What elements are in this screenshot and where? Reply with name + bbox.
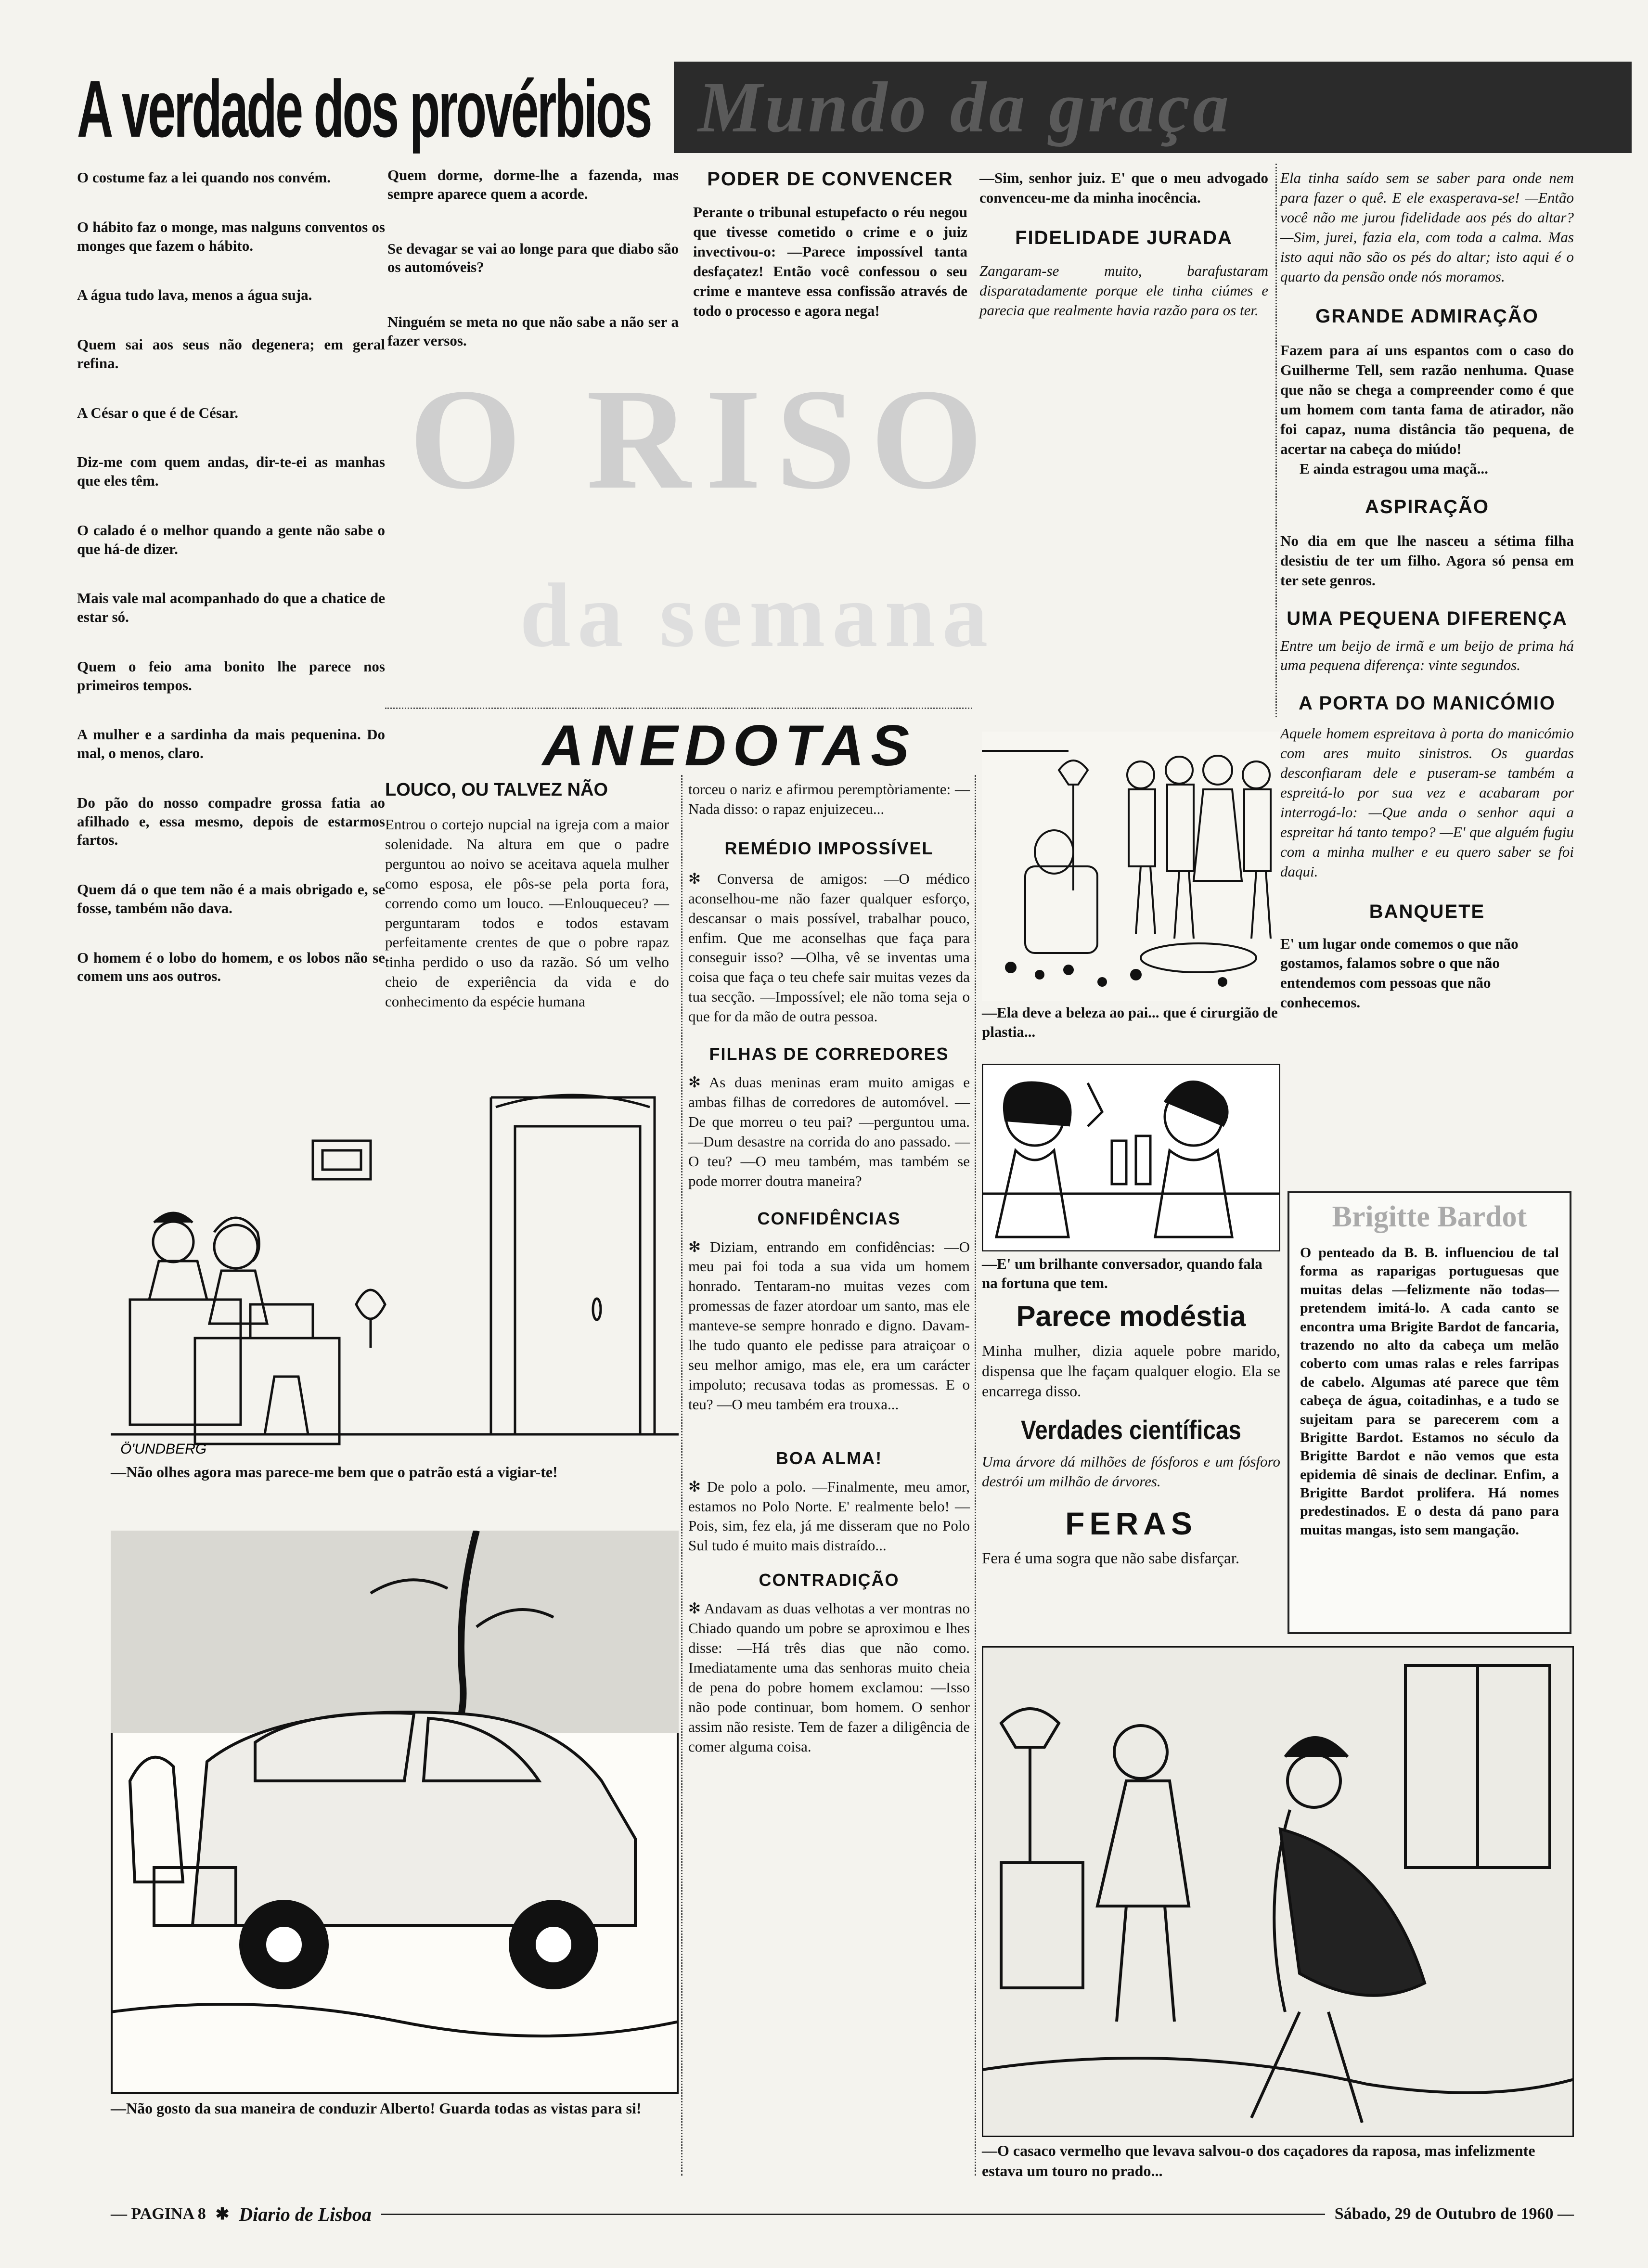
story-poder-cont (979, 168, 1268, 321)
proverb: Quem sai aos seus não degenera; em geral refina. (77, 336, 385, 372)
banner-text: Mundo da graça (698, 67, 1232, 147)
proverb: A César o que é de César. (77, 404, 238, 421)
story-text: Fazem para aí uns espantos com o caso do Guilherme Tell, sem razão nenhuma. Quase que não se chega a compreender como é que um homem com tanta fama de atirador, não foi capaz, numa distância tão pequena, de acertar na cabeça do miúdo! (1280, 342, 1574, 457)
cartoon-car (111, 1531, 679, 2185)
right-column (1280, 168, 1574, 1013)
car-illustration (111, 1531, 679, 2094)
proverb: A água tudo lava, menos a água suja. (77, 286, 312, 304)
proverb: O calado é o melhor quando a gente não sabe o que há-de dizer. (77, 521, 385, 557)
proverb: Mais vale mal acompanhado do que a chatice de estar só. (77, 590, 385, 625)
story-text: ✻ Conversa de amigos: —O médico aconselhou-me não fazer qualquer esforço, descansar o mais possível, trabalhar pouco, enfim. Que me aconselhas que faça para conseguir isso? —Olha, vê se inventas uma coisa que faça o teu chefe sair muitas vezes da tua secção. —Impossível; ele não toma seja o que for da mão de outra pessoa. (688, 870, 970, 1025)
bar-illustration (982, 1064, 1280, 1251)
story-title: LOUCO, OU TALVEZ NÃO (385, 780, 608, 800)
story-text: Entrou o cortejo nupcial na igreja com a maior solenidade. Na altura em que o padre perguntou ao noivo se aceitava aquela mulher como esposa, ele pôs-se pela porta fora, correndo como um louco. —Enlouqueceu? — perguntaram todos e todos estavam perfeitamente crentes de que o pobre rapaz tinha perdido o uso da razão. Só um velho cheio de experiência da vida e do conhecimento da espécie humana (385, 816, 669, 1010)
story-louco (385, 780, 669, 1012)
footer-rule (381, 2214, 1325, 2215)
short-stories (982, 1300, 1280, 1569)
story-text: Zangaram-se muito, barafustaram disparatadamente porque ele tinha ciúmes e parecia que realmente havia razão para os ter. (979, 262, 1268, 319)
page-title: A verdade dos provérbios (77, 64, 651, 154)
proverb: O hábito faz o monge, mas nalguns conventos os monges que fazem o hábito. (77, 218, 385, 254)
bardot-box (1288, 1191, 1571, 1634)
story-text: Aquele homem espreitava à porta do manicómio com ares muito sinistros. Os guardas desconfiaram dele e puseram-se também a espreitá-lo por sua vez e acabaram por interrogá-lo: —Que anda o senhor aqui a espreitar há tanto tempo? —E' que alguém fugiu com a minha mulher e eu quero saber se foi daqui. (1280, 725, 1574, 880)
story-title: Parece modéstia (1016, 1300, 1246, 1332)
cartoon-office (111, 1078, 679, 1502)
party-illustration (982, 732, 1280, 1001)
story-text: ✻ Diziam, entrando em confidências: —O meu pai foi toda a sua vida um homem honrado. Tentaram-no muitas vezes com promessas de fazer atordoar um santo, mas ele manteve-se sempre honrado e digno. Davam-lhe tudo quanto ele pedisse para atraiçoar o seu melhor amigo, mas ele, era um carácter impoluto; recusava todas as promessas. E o teu? —O meu também era trouxa... (688, 1238, 970, 1413)
cartoon-bar (982, 1064, 1280, 1292)
cartoon-caption: —O casaco vermelho que levava salvou-o dos caçadores da raposa, mas infelizmente estava um touro no prado... (982, 2142, 1535, 2179)
proverb: A mulher e a sardinha da mais pequenina. Do mal, o menos, claro. (77, 726, 385, 761)
artist-signature: Ö'UNDBERG (120, 1441, 207, 1457)
story-text: torceu o nariz e afirmou peremptòriamente: —Nada disso: o rapaz enjuizeceu... (688, 781, 970, 817)
story-text: Ela tinha saído sem se saber para onde nem para fazer o quê. E ele exasperava-se! —Então você não me jurou fidelidade aos pés do altar? —Sim, jurei, fazia ela, com toda a calma. Mas isto aqui não são os pés do altar; isto aqui é o quarto da pensão onde nós moramos. (1280, 169, 1574, 285)
story-text: Entre um beijo de irmã e um beijo de prima há uma pequena diferença: vinte segundos. (1280, 637, 1574, 674)
story-title: PODER DE CONVENCER (707, 168, 953, 190)
story-text: Fera é uma sogra que não sabe disfarçar. (982, 1549, 1240, 1567)
middle-column (688, 780, 970, 1757)
anedotas-title: ANEDOTAS (542, 713, 916, 778)
story-text: E' um lugar onde comemos o que não gostamos, falamos sobre o que não entendemos com pessoas que não conhecemos. (1280, 935, 1519, 1011)
proverbs-column-2 (387, 166, 679, 350)
story-title: FERAS (1065, 1505, 1197, 1541)
page-number: — PAGINA 8 (111, 2205, 206, 2223)
story-title: CONTRADIÇÃO (759, 1570, 900, 1590)
story-text: ✻ As duas meninas eram muito amigas e ambas filhas de corredores de automóvel. —De que morreu o teu pai? —perguntou uma. —Dum desastre na corrida do ano passado. —O teu? —O meu também, mas também se pode morrer doutra maneira? (688, 1074, 970, 1189)
proverb: Quem dá o que tem não é a mais obrigado e, se fosse, também não dava. (77, 881, 385, 916)
footer-date: Sábado, 29 de Outubro de 1960 — (1334, 2205, 1574, 2223)
proverb: Quem dorme, dorme-lhe a fazenda, mas sempre aparece quem a acorde. (387, 167, 679, 202)
column-rule (681, 775, 682, 2176)
proverb: Diz-me com quem andas, dir-te-ei as manhas que eles têm. (77, 453, 385, 489)
story-poder (693, 168, 967, 321)
story-title: UMA PEQUENA DIFERENÇA (1287, 607, 1568, 629)
story-text: No dia em que lhe nasceu a sétima filha desistiu de ter um filho. Agora só pensa em ter sete genros. (1280, 532, 1574, 589)
cartoon-caption: —E' um brilhante conversador, quando fala na fortuna que tem. (982, 1255, 1262, 1292)
proverb: O homem é o lobo do homem, e os lobos não se comem uns aos outros. (77, 949, 385, 985)
story-title: A PORTA DO MANICÓMIO (1298, 693, 1556, 714)
proverb: Ninguém se meta no que não sabe a não ser a fazer versos. (387, 313, 679, 349)
proverb: Quem o feio ama bonito lhe parece nos primeiros tempos. (77, 657, 385, 694)
column-rule (1275, 164, 1277, 717)
story-text: Minha mulher, dizia aquele pobre marido, dispensa que lhe façam qualquer elogio. Ela se encarrega disso. (982, 1342, 1280, 1400)
proverb: Se devagar se vai ao longe para que diabo são os automóveis? (387, 240, 679, 276)
story-title: CONFIDÊNCIAS (757, 1208, 901, 1228)
star-icon: ✱ (215, 2205, 230, 2223)
story-text: E ainda estragou uma maçã... (1300, 460, 1488, 477)
cartoon-party (982, 732, 1280, 1041)
story-text: —Sim, senhor juiz. E' que o meu advogado convenceu-me da minha inocência. (979, 169, 1268, 206)
cartoon-coat (982, 1646, 1574, 2185)
story-title: BANQUETE (1369, 901, 1485, 922)
column-rule (975, 775, 976, 2176)
story-title: FIDELIDADE JURADA (1015, 227, 1233, 248)
story-title: Verdades científicas (1021, 1414, 1241, 1445)
proverbs-column (77, 168, 385, 986)
box-title: Brigitte Bardot (1332, 1200, 1527, 1233)
story-text: Perante o tribunal estupefacto o réu negou que tivesse cometido o crime e o juiz invectivou-o: —Parece impossível tanta desfaçatez! Então você confessou o seu crime e manteve essa confissão através de todo o processo e agora nega! (693, 204, 967, 319)
story-text: ✻ Andavam as duas velhotas a ver montras no Chiado quando um pobre se aproximou e lhes disse: —Há três dias que não como. Imediatamente uma das senhoras muito cheia de pena do pobre homem exclamou: —Isso não pode continuar, bom homem. O senhor assim não resiste. Tem de fazer a diligência de comer alguma coisa. (688, 1600, 970, 1755)
cartoon-caption: —Ela deve a beleza ao pai... que é cirurgião de plastia... (982, 1004, 1278, 1041)
cartoon-caption: —Não gosto da sua maneira de conduzir Alberto! Guarda todas as vistas para si! (111, 2100, 642, 2117)
story-title: REMÉDIO IMPOSSÍVEL (724, 838, 934, 858)
section-rule (385, 708, 972, 709)
section-banner (674, 62, 1632, 153)
paper-name: Diario de Lisboa (239, 2203, 372, 2225)
proverb: Do pão do nosso compadre grossa fatia ao afilhado e, essa mesmo, depois de estarmos fartos. (77, 794, 385, 849)
story-title: FILHAS DE CORREDORES (709, 1044, 949, 1064)
cartoon-caption: —Não olhes agora mas parece-me bem que o patrão está a vigiar-te! (111, 1463, 558, 1481)
story-title: BOA ALMA! (775, 1448, 883, 1468)
coat-illustration (982, 1646, 1574, 2137)
story-text: Uma árvore dá milhões de fósforos e um fósforo destrói um milhão de árvores. (982, 1453, 1280, 1490)
semana-title: da semana (520, 565, 995, 666)
story-title: ASPIRAÇÃO (1365, 496, 1490, 517)
proverb: O costume faz a lei quando nos convém. (77, 169, 331, 186)
footer (111, 2200, 1574, 2229)
story-text: ✻ De polo a polo. —Finalmente, meu amor, estamos no Polo Norte. E' realmente belo! —Pois, sim, fez ela, já me disseram que no Polo Sul tudo é muito mais distraído... (688, 1478, 970, 1554)
riso-title: O RISO (409, 359, 997, 519)
story-title: GRANDE ADMIRAÇÃO (1315, 306, 1539, 327)
office-illustration (111, 1078, 679, 1458)
story-text: O penteado da B. B. influenciou de tal forma as raparigas portuguesas que muitas delas —felizmente não todas— pretendem imitá-lo. A cada canto se encontra uma Brigite Bardot de fancaria, trazendo no alto da cabeça um melão coberto com umas ralas e reles farripas de cabelo. Algumas até parece que têm cabeça de água, coitadinhas, e a tudo se sujeitam para se parecerem com a Brigitte Bardot. Estamos no século da Brigitte Bardot e não vemos que esta epidemia dê sinais de declinar. Enfim, a Brigitte Bardot prolifera. Há nomes predestinados. E o desta dá pano para muitas mangas, isto sem mangação. (1300, 1245, 1559, 1538)
